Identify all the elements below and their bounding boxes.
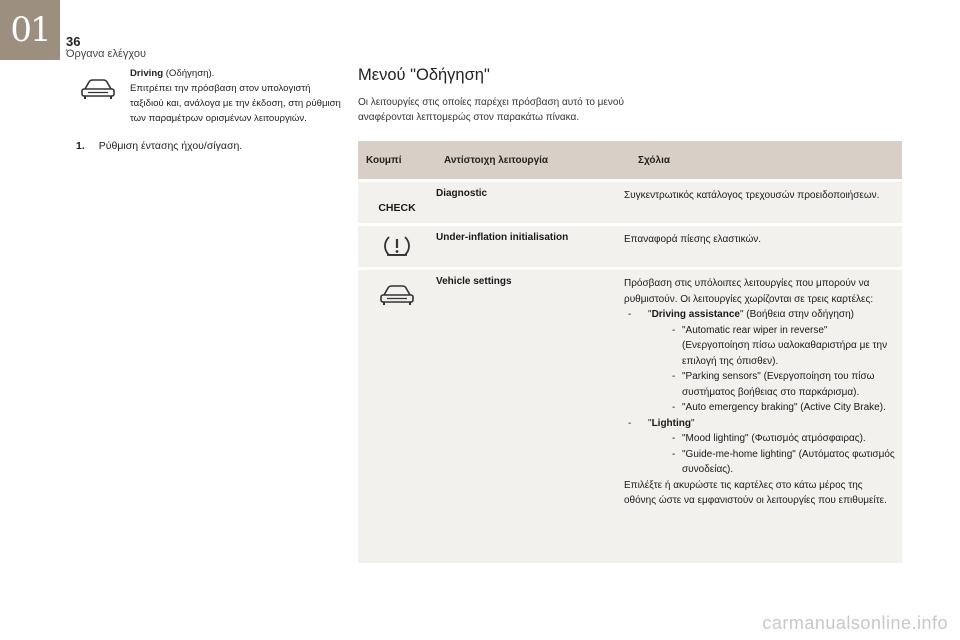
driving-title: Driving: [130, 68, 164, 79]
header-button: Κουμπί: [366, 154, 402, 166]
list-item: - "Parking sensors" (Ενεργοποίηση του πίσω συστήματος βοήθειας στο παρκάρισμα).: [648, 369, 896, 400]
row-function: Vehicle settings: [436, 276, 512, 287]
menu-intro: Οι λειτουργίες στις οποίες παρέχει πρόσβαση αυτό το μενού αναφέρονται λεπτομερώς στον παρακάτω πίνακα.: [358, 97, 624, 123]
row-function: Diagnostic: [436, 188, 488, 199]
section-title: Όργανα ελέγχου: [66, 48, 146, 60]
list-item: - "Mood lighting" (Φωτισμός ατμόσφαιρας).: [648, 431, 896, 447]
driving-entry: [76, 66, 346, 130]
list-item: - "Auto emergency braking" (Active City Brake).: [648, 400, 896, 416]
row-comment: Συγκεντρωτικός κατάλογος τρεχουσών προειδοποιήσεων.: [624, 190, 880, 201]
list-item: - "Automatic rear wiper in reverse" (Ενεργοποίηση πίσω υαλοκαθαριστήρα με την επιλογή της όπισθεν).: [648, 323, 896, 370]
tab1-rest: " (Βοήθεια στην οδήγηση): [739, 309, 854, 320]
comment-intro: Πρόσβαση στις υπόλοιπες λειτουργίες που μπορούν να ρυθμιστούν. Οι λειτουργίες χωρίζονται σε τρεις καρτέλες:: [624, 278, 874, 305]
list-item: - "Driving assistance" (Βοήθεια στην οδήγηση) - "Automatic rear wiper in reverse" (Ενεργοποίηση πίσω υαλοκαθαριστήρα με την επιλογή της όπισθεν). - "Parking sensors" (Ενεργοποίηση του πίσω συστήματος βοήθειας στο παρκάρισμα). - "Auto emergency braking" (Active City Brake).: [624, 307, 896, 416]
step-number: 1.: [76, 140, 85, 152]
list-item: - "Guide-me-home lighting" (Αυτόματος φωτισμός συνοδείας).: [648, 447, 896, 478]
watermark: carmanualsonline.info: [762, 613, 948, 633]
header-function: Αντίστοιχη λειτουργία: [444, 154, 549, 166]
driving-entry-block: [76, 66, 346, 130]
table-row: [358, 267, 902, 563]
step-text: Ρύθμιση έντασης ήχου/σίγαση.: [98, 140, 243, 152]
row-button-cell: [358, 226, 436, 267]
tabs-list: [624, 307, 896, 478]
list-item: - "Lighting" - "Mood lighting" (Φωτισμός ατμόσφαιρας). - "Guide-me-home lighting" (Αυτόματος φωτισμός συνοδείας).: [624, 416, 896, 478]
comment-outro: Επιλέξτε ή ακυρώστε τις καρτέλες στο κάτω μέρος της οθόνης ώστε να εμφανιστούν οι λειτουργίες που επιθυμείτε.: [624, 479, 887, 506]
functions-table: [358, 141, 902, 563]
driving-title-suffix: (Οδήγηση).: [163, 68, 215, 79]
table-row: [358, 179, 902, 223]
driving-desc-text: Επιτρέπει την πρόσβαση στον υπολογιστή ταξιδιού και, ανάλογα με την έκδοση, στη ρύθμιση των παραμέτρων ορισμένων λειτουργιών.: [130, 83, 341, 124]
tab-driving-assistance: Driving assistance: [651, 309, 740, 320]
table-row: [358, 223, 902, 267]
driving-description: [130, 66, 344, 126]
tyre-pressure-warning-icon: [383, 234, 411, 258]
check-button-label: CHECK: [378, 202, 416, 214]
tab2-rest: ": [691, 417, 695, 429]
menu-title: Μενού "Οδήγηση": [358, 66, 490, 84]
row-button-cell: [358, 182, 436, 223]
tab-lighting: Lighting: [651, 417, 691, 429]
step-item: [76, 140, 242, 152]
row-comment: [624, 270, 902, 563]
page-number: 36: [66, 34, 81, 49]
row-function: Under-inflation initialisation: [436, 232, 569, 243]
chapter-tab: 01: [0, 0, 60, 60]
row-button-cell: [358, 270, 436, 563]
car-icon: [379, 284, 415, 306]
table-header: [358, 141, 902, 179]
tab2-items: [648, 431, 896, 478]
row-comment: Επαναφορά πίεσης ελαστικών.: [624, 234, 762, 245]
car-icon: [80, 78, 116, 100]
tab1-items: [648, 323, 896, 416]
header-comments: Σχόλια: [638, 154, 670, 166]
